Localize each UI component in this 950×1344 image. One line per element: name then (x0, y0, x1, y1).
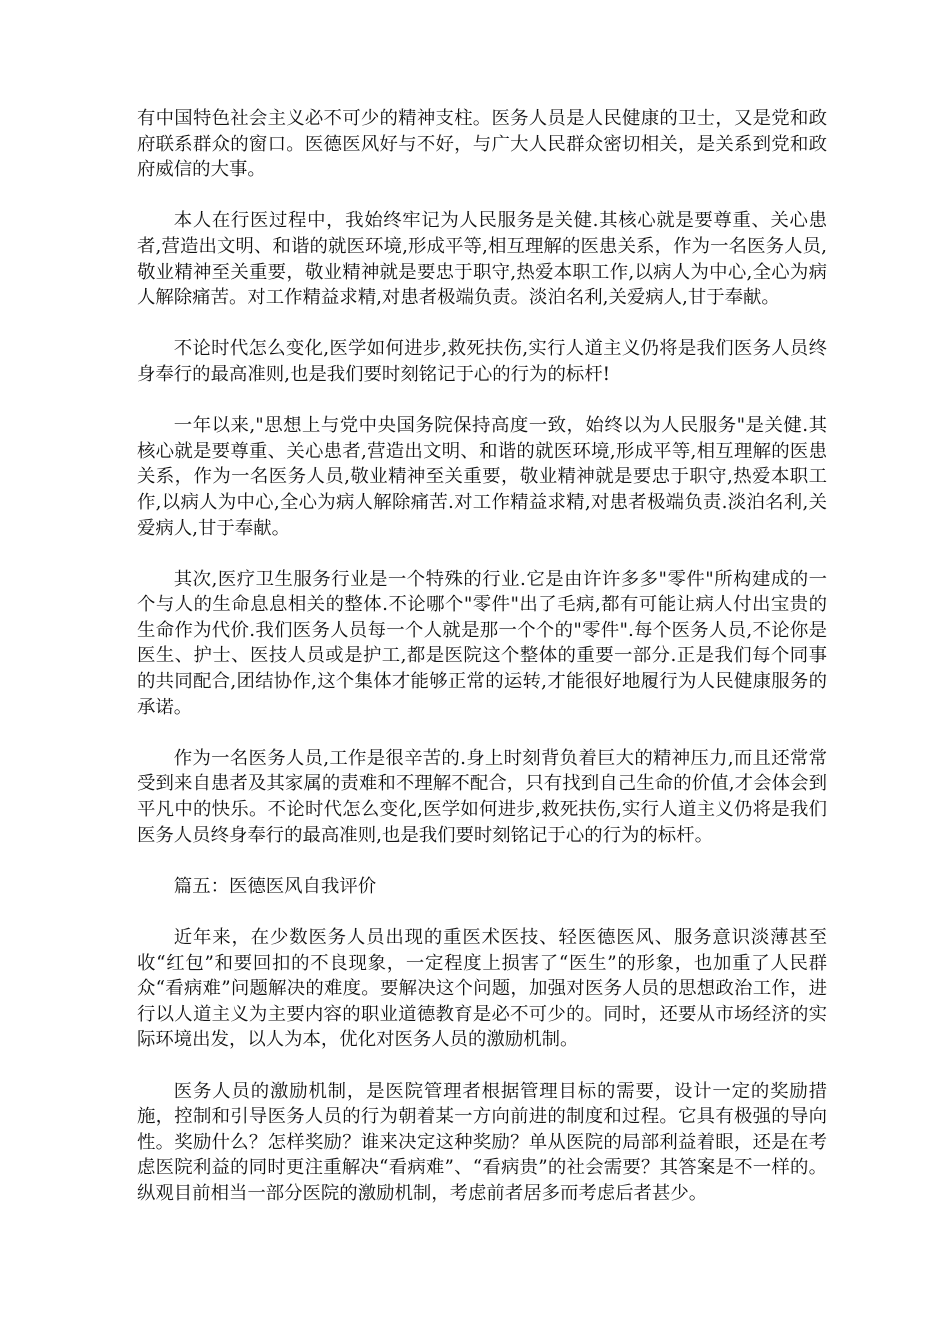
paragraph: 本人在行医过程中，我始终牢记为人民服务是关健.其核心就是要尊重、关心患者,营造出文明、和谐的就医环境,形成平等,相互理解的医患关系，作为一名医务人员,敬业精神至关重要，敬业精神就是要忠于职守,热爱本职工作,以病人为中心,全心为病人解除痛苦。对工作精益求精,对患者极端负责。淡泊名利,关爱病人,甘于奉献。 (137, 210, 827, 309)
paragraph: 有中国特色社会主义必不可少的精神支柱。医务人员是人民健康的卫士，又是党和政府联系群众的窗口。医德医风好与不好，与广大人民群众密切相关，是关系到党和政府威信的大事。 (137, 108, 827, 181)
paragraph: 作为一名医务人员,工作是很辛苦的.身上时刻背负着巨大的精神压力,而且还常常受到来自患者及其家属的责难和不理解不配合，只有找到自己生命的价值,才会体会到平凡中的快乐。不论时代怎么变化,医学如何进步,救死扶伤,实行人道主义仍将是我们医务人员终身奉行的最高准则,也是我们要时刻铭记于心的行为的标杆。 (137, 747, 827, 846)
document-page (137, 106, 827, 1232)
section-heading: 篇五：医德医风自我评价 (173, 875, 377, 897)
paragraph: 不论时代怎么变化,医学如何进步,救死扶伤,实行人道主义仍将是我们医务人员终身奉行的最高准则,也是我们要时刻铭记于心的行为的标杆! (137, 338, 827, 385)
paragraph: 近年来，在少数医务人员出现的重医术医技、轻医德医风、服务意识淡薄甚至收“红包”和要回扣的不良现象，一定程度上损害了“医生”的形象，也加重了人民群众“看病难”问题解决的难度。要解决这个问题，加强对医务人员的思想政治工作，进行以人道主义为主要内容的职业道德教育是必不可少的。同时，还要从市场经济的实际环境出发，以人为本，优化对医务人员的激励机制。 (137, 927, 827, 1051)
paragraph: 其次,医疗卫生服务行业是一个特殊的行业.它是由许许多多"零件"所构建成的一个与人的生命息息相关的整体.不论哪个"零件"出了毛病,都有可能让病人付出宝贵的生命作为代价.我们医务人员每一个人就是那一个个的"零件".每个医务人员,不论你是医生、护士、医技人员或是护工,都是医院这个整体的重要一部分.正是我们每个同事的共同配合,团结协作,这个集体才能够正常的运转,才能很好地履行为人民健康服务的承诺。 (137, 568, 827, 718)
paragraph: 一年以来,"思想上与党中央国务院保持高度一致，始终以为人民服务"是关健.其核心就是要尊重、关心患者,营造出文明、和谐的就医环境,形成平等,相互理解的医患关系，作为一名医务人员,敬业精神至关重要，敬业精神就是要忠于职守,热爱本职工作,以病人为中心,全心为病人解除痛苦.对工作精益求精,对患者极端负责.淡泊名利,关爱病人,甘于奉献。 (137, 415, 827, 539)
paragraph: 医务人员的激励机制，是医院管理者根据管理目标的需要，设计一定的奖励措施，控制和引导医务人员的行为朝着某一方向前进的制度和过程。它具有极强的导向性。奖励什么？怎样奖励？谁来决定这种奖励？单从医院的局部利益着眼，还是在考虑医院利益的同时更注重解决“看病难”、“看病贵”的社会需要？其答案是不一样的。纵观目前相当一部分医院的激励机制，考虑前者居多而考虑后者甚少。 (137, 1080, 827, 1204)
